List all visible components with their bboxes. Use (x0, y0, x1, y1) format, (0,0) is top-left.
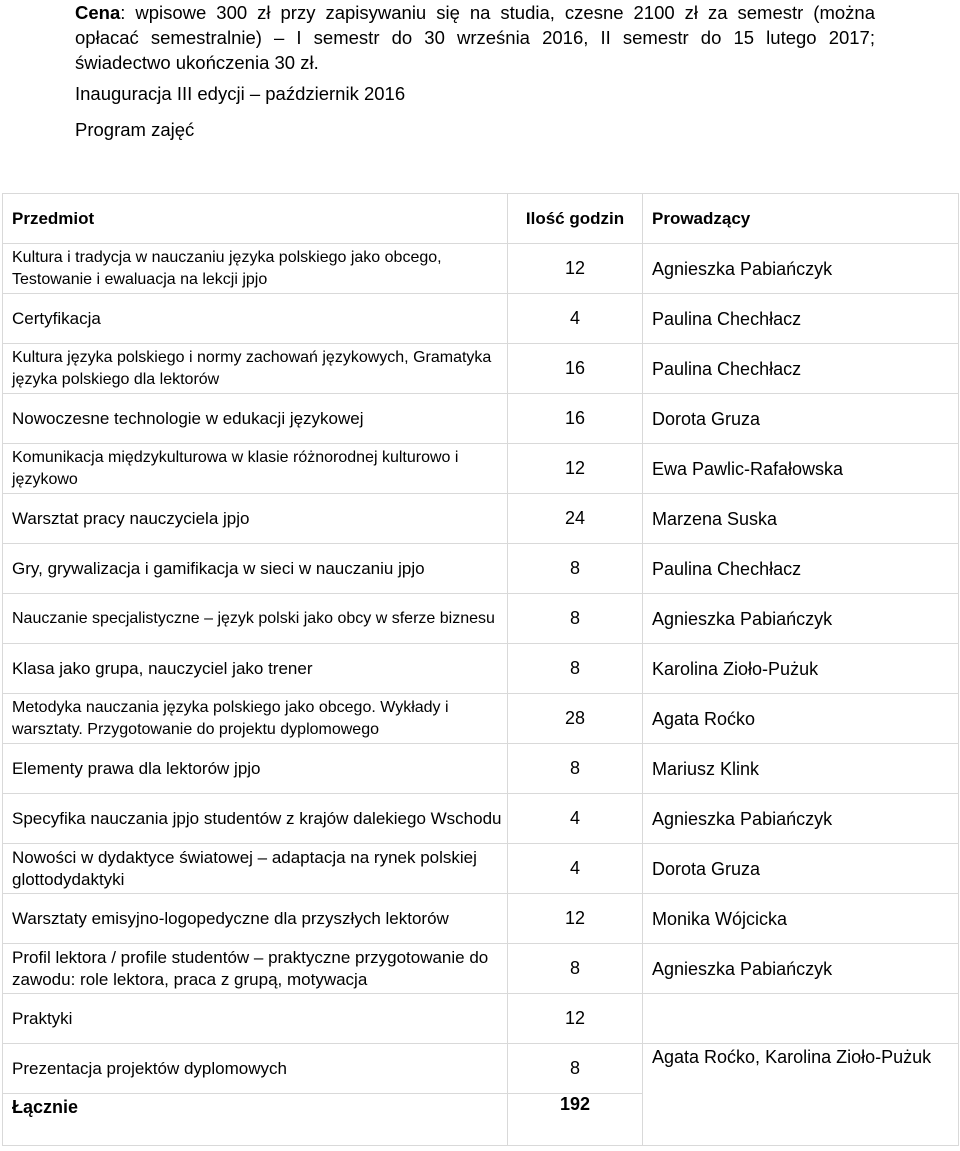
hours-cell: 4 (508, 794, 643, 844)
table-row (3, 244, 959, 294)
lecturer-cell: Mariusz Klink (643, 744, 959, 794)
lecturer-cell: Dorota Gruza (643, 394, 959, 444)
lecturer-cell: Agnieszka Pabiańczyk (643, 944, 959, 994)
table-row (3, 544, 959, 594)
hours-cell: 16 (508, 344, 643, 394)
hours-cell: 16 (508, 394, 643, 444)
subject-cell: Nowości w dydaktyce światowej – adaptacja na rynek polskiej glottodydaktyki (3, 844, 508, 894)
table-row (3, 844, 959, 894)
hours-cell: 12 (508, 244, 643, 294)
price-text: : wpisowe 300 zł przy zapisywaniu się na studia, czesne 2100 zł za semestr (można opłacać semestralnie) – I semestr do 30 września 2016, II semestr do 15 lutego 2017; świadectwo ukończenia 30 zł. (75, 2, 875, 73)
hours-cell: 8 (508, 944, 643, 994)
hours-cell: 8 (508, 1044, 643, 1094)
table-row (3, 294, 959, 344)
lecturer-cell: Paulina Chechłacz (643, 344, 959, 394)
price-paragraph (75, 0, 875, 75)
subject-cell: Prezentacja projektów dyplomowych (3, 1044, 508, 1094)
lecturer-cell: Agnieszka Pabiańczyk (643, 244, 959, 294)
table-row (3, 894, 959, 944)
table-row (3, 744, 959, 794)
subject-cell: Profil lektora / profile studentów – praktyczne przygotowanie do zawodu: role lektora, praca z grupą, motywacja (3, 944, 508, 994)
subject-cell: Kultura języka polskiego i normy zachowań językowych, Gramatyka języka polskiego dla lektorów (3, 344, 508, 394)
inauguration-text: Inauguracja III edycji – październik 2016 (75, 83, 406, 104)
lecturer-cell: Agata Roćko, Karolina Zioło-Pużuk (643, 1044, 959, 1146)
header-subject: Przedmiot (3, 194, 508, 244)
subject-cell: Elementy prawa dla lektorów jpjo (3, 744, 508, 794)
hours-cell: 24 (508, 494, 643, 544)
subject-cell: Metodyka nauczania języka polskiego jako obcego. Wykłady i warsztaty. Przygotowanie do projektu dyplomowego (3, 694, 508, 744)
table-row (3, 644, 959, 694)
subject-cell: Gry, grywalizacja i gamifikacja w sieci w nauczaniu jpjo (3, 544, 508, 594)
total-label: Łącznie (3, 1094, 508, 1146)
lecturer-cell: Agata Roćko (643, 694, 959, 744)
table-row (3, 394, 959, 444)
header-hours: Ilość godzin (508, 194, 643, 244)
program-title: Program zajęć (75, 119, 195, 140)
hours-cell: 8 (508, 594, 643, 644)
table-row (3, 594, 959, 644)
lecturer-cell: Paulina Chechłacz (643, 294, 959, 344)
lecturer-cell (643, 994, 959, 1044)
table-row (3, 944, 959, 994)
program-table (2, 193, 959, 1146)
table-row (3, 794, 959, 844)
subject-cell: Kultura i tradycja w nauczaniu języka polskiego jako obcego, Testowanie i ewaluacja na lekcji jpjo (3, 244, 508, 294)
subject-cell: Nowoczesne technologie w edukacji językowej (3, 394, 508, 444)
table-row (3, 1044, 959, 1094)
hours-cell: 4 (508, 844, 643, 894)
hours-cell: 12 (508, 444, 643, 494)
hours-cell: 12 (508, 894, 643, 944)
subject-cell: Specyfika nauczania jpjo studentów z krajów dalekiego Wschodu (3, 794, 508, 844)
table-row (3, 444, 959, 494)
hours-cell: 4 (508, 294, 643, 344)
lecturer-cell: Monika Wójcicka (643, 894, 959, 944)
price-label: Cena (75, 2, 121, 23)
intro-section (75, 0, 875, 142)
subject-cell: Certyfikacja (3, 294, 508, 344)
subject-cell: Warsztaty emisyjno-logopedyczne dla przyszłych lektorów (3, 894, 508, 944)
lecturer-cell: Dorota Gruza (643, 844, 959, 894)
subject-cell: Komunikacja międzykulturowa w klasie różnorodnej kulturowo i językowo (3, 444, 508, 494)
hours-cell: 12 (508, 994, 643, 1044)
hours-cell: 8 (508, 544, 643, 594)
table-row (3, 694, 959, 744)
subject-cell: Klasa jako grupa, nauczyciel jako trener (3, 644, 508, 694)
hours-cell: 8 (508, 744, 643, 794)
table-header-row (3, 194, 959, 244)
lecturer-cell: Paulina Chechłacz (643, 544, 959, 594)
subject-cell: Nauczanie specjalistyczne – język polski jako obcy w sferze biznesu (3, 594, 508, 644)
subject-cell: Warsztat pracy nauczyciela jpjo (3, 494, 508, 544)
hours-cell: 8 (508, 644, 643, 694)
header-lecturer: Prowadzący (643, 194, 959, 244)
lecturer-cell: Karolina Zioło-Pużuk (643, 644, 959, 694)
total-hours: 192 (508, 1094, 643, 1146)
subject-cell: Praktyki (3, 994, 508, 1044)
table-row (3, 494, 959, 544)
table-row (3, 994, 959, 1044)
hours-cell: 28 (508, 694, 643, 744)
lecturer-cell: Agnieszka Pabiańczyk (643, 594, 959, 644)
table-row (3, 344, 959, 394)
lecturer-cell: Ewa Pawlic-Rafałowska (643, 444, 959, 494)
lecturer-cell: Marzena Suska (643, 494, 959, 544)
lecturer-cell: Agnieszka Pabiańczyk (643, 794, 959, 844)
